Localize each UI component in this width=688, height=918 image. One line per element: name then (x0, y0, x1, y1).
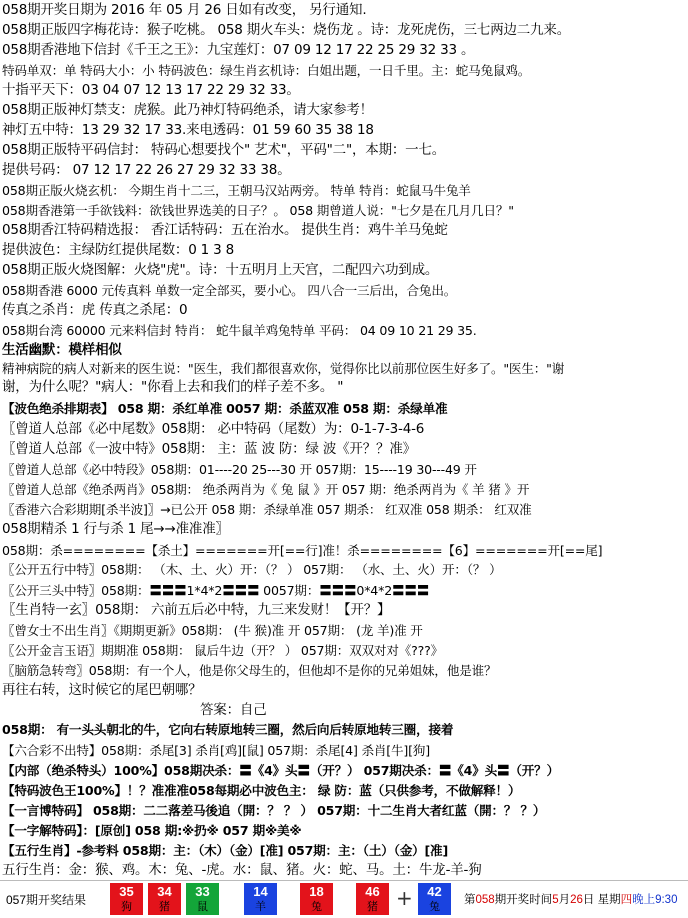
text-line: 精神病院的病人对新来的医生说："医生，我们都很喜欢你，觉得你比以前那位医生好多了。"医生："谢 (2, 361, 565, 376)
text-line: 058期香港地下信封《千王之王》：九宝莲灯：07 09 12 17 22 25 29 32 33 。 (2, 42, 475, 58)
info-text: 日 星期 (582, 894, 621, 906)
text-line: 058期正版神灯禁支：虎猴。此乃神灯特码绝杀，请大家参考！ (2, 102, 373, 118)
info-text: 月 (558, 894, 571, 906)
text-line: 058期： 有一头头朝北的牛，它向右转原地转三圈，然后向后转原地转三圈，接着 (2, 722, 454, 737)
ball-number: 18 (309, 884, 324, 899)
ball-number: 42 (427, 884, 442, 899)
info-text: 期开奖时间 (494, 894, 553, 906)
ball-zodiac: 兔 (429, 901, 440, 913)
text-line: 〖曾道人总部《一波中特》058期： 主：蓝 波 防：绿 波《开？？准》 (2, 441, 416, 457)
draw-day: 26 (570, 894, 583, 906)
text-line: 058期正版火烧玄机： 今期生肖十二三，王朝马汉站两旁。 特单 特肖：蛇鼠马牛兔羊 (2, 183, 471, 198)
text-line: 058期开奖日期为 2016 年 05 月 26 日如有改变， 另行通知. (2, 2, 367, 18)
text-line: 再往右转，这时候它的尾巴朝哪？ (2, 682, 202, 698)
text-line: 〖脑筋急转弯〗058期：有一个人，他是你父母生的，但他却不是你的兄弟姐妹，他是谁？ (2, 663, 497, 678)
next-issue: 058 (475, 894, 495, 906)
result-ball (244, 883, 277, 915)
result-ball (186, 883, 219, 915)
text-line: 〖曾道人总部《必中特段》058期：01----20 25---30 开 057期：15----19 30---49 开 (2, 462, 477, 477)
text-line: 【特码波色王100%】！？准准准058每期必中波色主： 绿 防：蓝（只供参考，不做解释！） (2, 783, 521, 798)
ball-zodiac: 狗 (121, 901, 132, 913)
text-line: 058期精杀 1 行与杀 1 尾→→准准准〗 (2, 521, 229, 537)
result-ball (110, 883, 143, 915)
ball-zodiac: 猪 (367, 901, 378, 913)
text-line: 【内部（绝杀特头）100%】058期决杀：〓《4》头〓（开？） 057期决杀：〓《4》头〓（开？） (2, 763, 559, 778)
result-ball (300, 883, 333, 915)
text-line: 058期正版火烧图解：火烧"虎"。诗：十五明月上天宫，二配四六功到成。 (2, 262, 439, 278)
section-heading: 【波色绝杀排期表】 058 期：杀红单准 0057 期：杀蓝双准 058 期：杀绿单准 (2, 401, 448, 416)
text-line: 【一言博特码】 058期：二二落差马後追（開：？ ？ ） 057期：十二生肖大者红蓝（開：？ ？） (2, 803, 546, 818)
text-line: 特码单双：单 特码大小：小 特码波色：绿生肖玄机诗：白姐出题，一日千里。主：蛇马兔鼠鸡。 (2, 63, 531, 78)
draw-result-label: 057期开奖结果 (6, 893, 87, 907)
section-heading: 生活幽默：模样相似 (2, 342, 122, 358)
text-line: 〖公开三头中特〗058期：〓〓〓1*4*2〓〓〓 0057期：〓〓〓0*4*2〓〓〓 (2, 583, 430, 598)
text-line: 058期香港第一手欲钱料：欲钱世界选美的日子？。 058 期曾道人说："七夕是在几月几日？" (2, 203, 514, 218)
ball-number: 34 (157, 884, 172, 899)
text-line: 058期：杀========【杀土】=======开[==行]准！杀========【6】=======开[==尾] (2, 543, 603, 558)
text-line: 058期台湾 60000 元来料信封 特肖： 蛇牛鼠羊鸡兔特单 平码： 04 09 10 21 29 35. (2, 323, 477, 338)
text-line: 〖香港六合彩期期[杀半波]〗→已公开 058 期：杀绿单准 057 期杀： 红双准 058 期杀： 红双准 (2, 502, 532, 517)
text-line: 〖曾道人总部《绝杀两肖》058期： 绝杀两肖为《 兔 鼠 》开 057 期：绝杀两肖为《 羊 猪 》开 (2, 482, 530, 497)
text-line: 〖曾女士不出生肖〗《期期更新》058期： (牛 猴)准 开 057期： (龙 羊)准 开 (2, 623, 423, 638)
text-line: 【五行生肖】-参考料 058期：主：（木）（金）[准] 057期：主：（土）（金）[准] (2, 843, 449, 858)
text-line: 【六合彩不出特】058期：杀尾[3] 杀肖[鸡][鼠] 057期：杀尾[4] 杀肖[牛][狗] (2, 743, 430, 758)
answer-line: 答案：自己 (200, 702, 267, 718)
ball-zodiac: 羊 (255, 901, 266, 913)
text-line: 十指平天下：03 04 07 12 13 17 22 29 32 33。 (2, 82, 300, 98)
ball-number: 46 (365, 884, 380, 899)
text-line: 提供波色：主绿防红提供尾数：0 1 3 8 (2, 242, 235, 258)
text-line: 传真之杀肖：虎 传真之杀尾：0 (2, 302, 188, 318)
result-ball (148, 883, 181, 915)
text-line: 〖公开五行中特〗058期： （木、土、火）开：（？ ） 057期： （水、土、火）开：（？ ） (2, 562, 502, 577)
text-line: 〖曾道人总部《必中尾数》058期： 必中特码（尾数）为：0-1-7-3-4-6 (2, 421, 425, 437)
ball-number: 33 (195, 884, 210, 899)
next-draw-info (464, 891, 677, 907)
text-line: 谢，为什么呢？"病人："你看上去和我们的样子差不多。 " (2, 379, 344, 395)
draw-time: 晚上9:30 (632, 894, 678, 906)
ball-zodiac: 兔 (311, 901, 322, 913)
text-line: 〖生肖特一玄〗058期： 六前五后必中特，九三来发财！【开？】 (2, 602, 391, 618)
text-line: 神灯五中特：13 29 32 17 33.来电透码：01 59 60 35 38 18 (2, 122, 374, 138)
text-line: 058期香港 6000 元传真料 单数一定全部买，要小心。 四八合一三后出，合兔出。 (2, 283, 457, 298)
result-ball (356, 883, 389, 915)
ball-zodiac: 鼠 (197, 901, 208, 913)
text-line: 058期香江特码精选报： 香江话特码：五在治水。 提供生肖：鸡牛羊马兔蛇 (2, 222, 448, 238)
draw-month: 5 (552, 894, 559, 906)
text-line: 058期正版四字梅花诗：猴子吃桃。 058 期火车头：烧伤龙 。诗：龙死虎伤，三七两边二九来。 (2, 22, 571, 38)
text-line: 提供号码： 07 12 17 22 26 27 29 32 33 38。 (2, 162, 291, 178)
ball-number: 14 (253, 884, 268, 899)
special-ball (418, 883, 451, 915)
ball-number: 35 (119, 884, 134, 899)
draw-result-bar (0, 880, 688, 918)
plus-sign: + (396, 886, 413, 910)
info-text: 第 (464, 894, 476, 906)
draw-weekday: 四 (620, 894, 633, 906)
text-line: 058期正版特平码信封： 特码心想要找个" 艺术"，平码"二"，本期：一七。 (2, 142, 446, 158)
text-line: 【一字解特码】：[原创] 058 期:※扔※ 057 期※美※ (2, 823, 302, 838)
text-line: 五行生肖：金：猴、鸡。木：兔、-虎。水：鼠、猪。火：蛇、马。土：牛龙-羊-狗 (2, 862, 482, 878)
ball-zodiac: 猪 (159, 901, 170, 913)
text-line: 〖公开金言玉语〗期期准 058期： 鼠后牛边（开？ ） 057期：双双对对《???》 (2, 643, 443, 658)
